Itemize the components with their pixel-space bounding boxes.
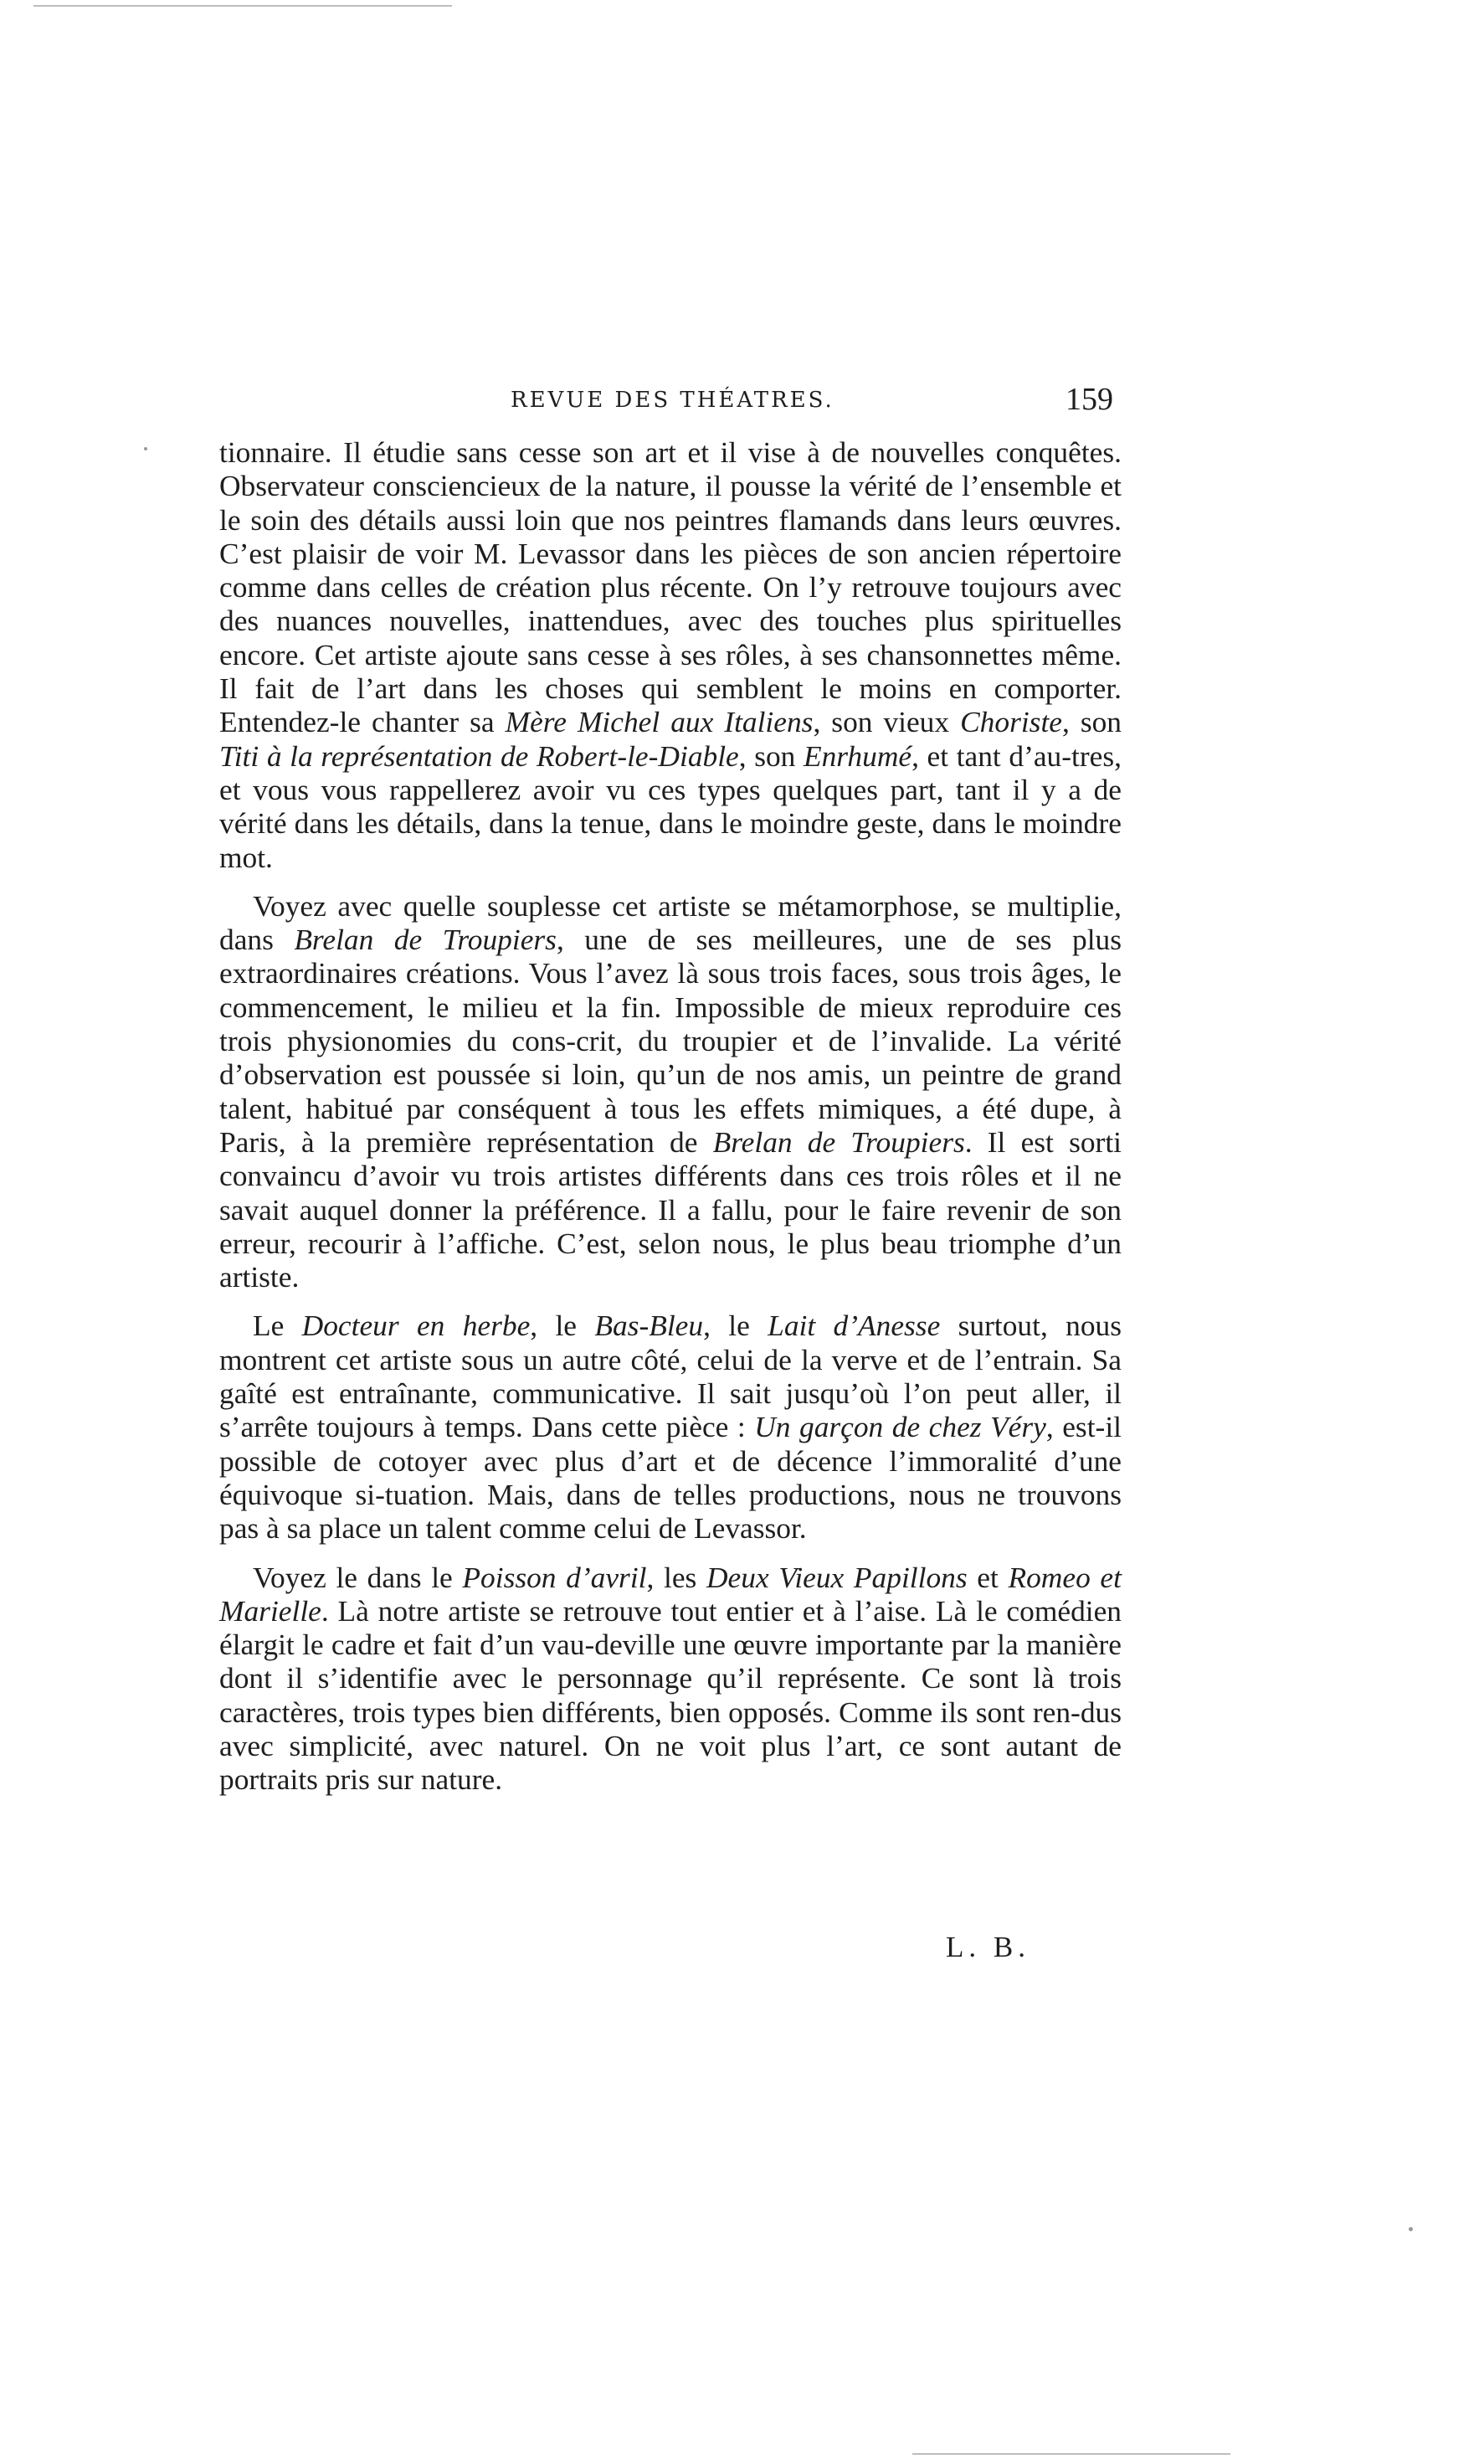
page-header (219, 381, 1122, 431)
author-signature: L. B. (946, 1931, 1030, 1963)
text-run: . Il est sorti convaincu d’avoir vu trois artistes différents dans ces trois rôles et il ne savait auquel donner la préférence. Il a fallu, pour le faire revenir de son erreur, recourir à l’affiche. C’est, selon nous, le plus beau triomphe d’un artiste. (219, 1124, 1122, 1294)
scan-speck (144, 447, 147, 450)
paragraph-2 (219, 889, 1122, 1294)
italic-title: Bas-Bleu (594, 1309, 704, 1343)
scan-artifact-top (33, 5, 452, 7)
italic-title: Enrhumé (803, 738, 912, 773)
scan-speck (1409, 2227, 1413, 2231)
italic-title: Poisson d’avril (462, 1560, 647, 1594)
text-run: Voyez avec quelle souplesse cet artiste se métamorphose, se multiplie, dans (219, 888, 1122, 957)
text-run: Le (253, 1309, 302, 1343)
italic-title: Titi à la représentation de Robert-le-Diable (219, 738, 739, 773)
italic-title: Un garçon de chez Véry (754, 1410, 1046, 1444)
scan-artifact-bottom (912, 2453, 1230, 2455)
text-run: , est-il possible de cotoyer avec plus d’art et de décence l’immoralité d’une équivoque si-tuation. Mais, dans de telles productions, nous ne trouvons pas à sa place un talent comme celui de Levassor. (219, 1410, 1122, 1546)
text-run: , son (1062, 705, 1122, 739)
italic-title: Mère Michel aux Italiens (505, 705, 814, 739)
italic-title: Docteur en herbe (301, 1309, 531, 1343)
text-run: et (967, 1560, 1009, 1594)
page-number: 159 (1066, 382, 1113, 417)
paragraph-3 (219, 1309, 1122, 1545)
text-run: , son (738, 738, 804, 773)
italic-title: Romeo et Marielle (219, 1560, 1122, 1628)
text-run: , une de ses meilleures, une de ses plus extraordinaires créations. Vous l’avez là sous trois faces, sous trois âges, le commencement, le milieu et la fin. Impossible de mieux reproduire ces trois physionomies du cons-crit, du troupier et de l’invalide. La vérité d’observation est poussée si loin, qu’un de nos amis, un peintre de grand talent, habitué par conséquent à tous les effets mimiques, a été dupe, à Paris, à la première représentation de (219, 923, 1122, 1159)
italic-title: Brelan de Troupiers (294, 923, 557, 957)
paragraph-4 (219, 1561, 1122, 1797)
body-text (219, 435, 1122, 1812)
italic-title: Brelan de Troupiers (712, 1124, 965, 1159)
text-run: , son vieux (813, 705, 961, 739)
text-run: , le (530, 1309, 595, 1343)
text-run: , les (646, 1560, 706, 1594)
paragraph-1 (219, 435, 1122, 874)
text-run: . Là notre artiste se retrouve tout entier et à l’aise. Là le comédien élargit le cadre et fait d’un vau-deville une œuvre importante par la manière dont il s’identifie avec le personnage qu’il représente. Ce sont là trois caractères, trois types bien différents, bien opposés. Comme ils sont ren-dus avec simplicité, avec naturel. On ne voit plus l’art, ce sont autant de portraits pris sur nature. (219, 1593, 1122, 1797)
text-run: surtout, nous montrent cet artiste sous un autre côté, celui de la verve et de l’entrain. Sa gaîté est entraînante, communicative. Il sait jusqu’où l’on peut aller, il s’arrête toujours à temps. Dans cette pièce : (219, 1309, 1122, 1444)
text-run: , et tant d’au-tres, et vous vous rappellerez avoir vu ces types quelques part, tant il y a de vérité dans les détails, dans la tenue, dans le moindre geste, dans le moindre mot. (219, 738, 1122, 874)
text-run: , le (703, 1309, 768, 1343)
text-run: tionnaire. Il étudie sans cesse son art et il vise à de nouvelles conquêtes. Observateur consciencieux de la nature, il pousse la vérité de l’ensemble et le soin des détails aussi loin que nos peintres flamands dans leurs œuvres. C’est plaisir de voir M. Levassor dans les pièces de son ancien répertoire comme dans celles de création plus récente. On l’y retrouve toujours avec des nuances nouvelles, inattendues, avec des touches plus spirituelles encore. Cet artiste ajoute sans cesse à ses rôles, à ses chansonnettes même. Il fait de l’art dans les choses qui semblent le moins en comporter. Entendez-le chanter sa (219, 435, 1122, 739)
italic-title: Deux Vieux Papillons (706, 1560, 968, 1594)
italic-title: Choriste (960, 705, 1062, 739)
running-title: REVUE DES THÉATRES. (511, 388, 834, 413)
text-run: Voyez le dans le (253, 1560, 463, 1594)
italic-title: Lait d’Anesse (768, 1309, 941, 1343)
